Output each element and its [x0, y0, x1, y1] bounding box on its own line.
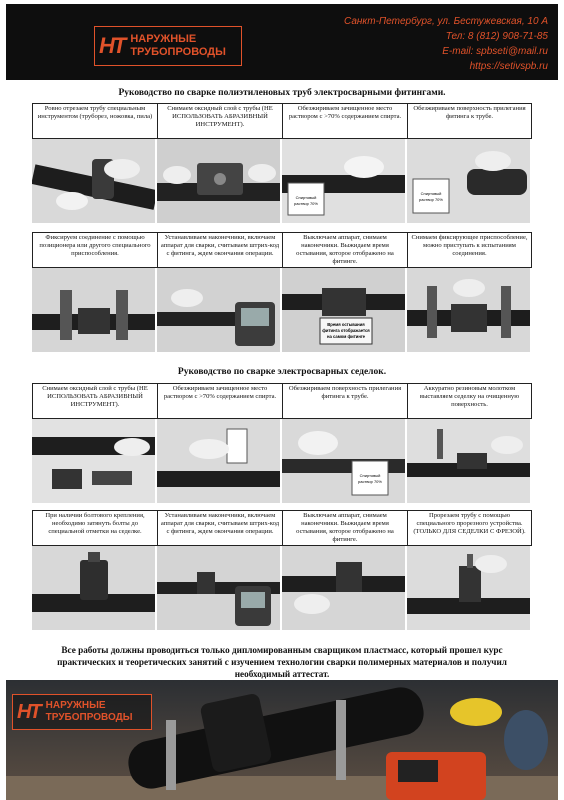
step-photo	[282, 419, 407, 503]
bottle-label: Спиртовый	[420, 191, 442, 196]
company-logo[interactable]	[94, 26, 242, 66]
step-caption: Прорезаем трубу с помощью специального прорезного устройства. (ТОЛЬКО ДЛЯ СЕДЕЛКИ С ФРЕЗОЙ).	[407, 510, 532, 546]
step-card	[32, 103, 157, 223]
step-card	[407, 103, 532, 223]
step-photo	[407, 139, 532, 223]
step-card	[407, 232, 532, 352]
step-row	[32, 232, 532, 352]
step-card	[407, 510, 532, 630]
logo-line-1: НАРУЖНЫЕ	[45, 700, 106, 711]
step-card	[157, 383, 282, 503]
step-card	[32, 510, 157, 630]
step-caption: Снимаем оксидный слой с трубы (НЕ ИСПОЛЬЗОВАТЬ АБРАЗИВНЫЙ ИНСТРУМЕНТ).	[32, 383, 157, 419]
step-row	[32, 510, 532, 630]
step-photo	[157, 139, 282, 223]
step-caption: Снимаем фиксирующее приспособление, можно приступать к испытаниям соединения.	[407, 232, 532, 268]
certification-note: Все работы должны проводиться только дипломированным сварщиком пластмасс, который прошел курс практических и теоретических занятий с изучением технологии сварки полимерных материалов и получил необходимый аттестат.	[57, 645, 507, 679]
step-card	[157, 103, 282, 223]
step-card	[282, 510, 407, 630]
step-card	[157, 510, 282, 630]
step-card	[32, 383, 157, 503]
step-photo	[157, 268, 282, 352]
email[interactable]: E-mail: spbseti@mail.ru	[442, 46, 548, 57]
section-title-fittings: Руководство по сварке полиэтиленовых труб электросварными фитингами.	[118, 88, 446, 98]
step-photo	[32, 139, 157, 223]
step-caption: Аккуратно резиновым молотком выставляем седелку на очищенную поверхность.	[407, 383, 532, 419]
bottle-label: Спиртовый	[295, 195, 317, 200]
website-link[interactable]: https://setivspb.ru	[469, 61, 548, 72]
bottle-label: раствор 70%	[419, 197, 443, 202]
step-row	[32, 383, 532, 503]
step-caption: Фиксируем соединение с помощью позиционера или другого специального приспособления.	[32, 232, 157, 268]
step-photo	[32, 546, 157, 630]
step-caption: Обезжириваем зачищенное место раствором с >70% содержанием спирта.	[157, 383, 282, 419]
step-caption: Выключаем аппарат, снимаем наконечники. Выжидаем время остывания, которое отображено на фитинге.	[282, 232, 407, 268]
step-card	[32, 232, 157, 352]
step-card	[282, 103, 407, 223]
step-photo	[282, 546, 407, 630]
step-photo	[157, 546, 282, 630]
banner-logo[interactable]	[12, 694, 152, 730]
bottle-label: раствор 70%	[294, 201, 318, 206]
step-photo	[32, 419, 157, 503]
step-caption: Устанавливаем наконечники, включаем аппарат для сварки, считываем штрих-код с фитинга, ждем окончания операции.	[157, 510, 282, 546]
step-caption: Обезжириваем поверхность прилегания фитинга к трубе.	[282, 383, 407, 419]
step-photo	[407, 268, 532, 352]
step-photo	[407, 419, 532, 503]
logo-line-2: ТРУБОПРОВОДЫ	[45, 712, 133, 723]
step-card	[282, 383, 407, 503]
step-card	[157, 232, 282, 352]
step-caption: Обезжириваем зачищенное место раствором с >70% содержанием спирта.	[282, 103, 407, 139]
contact-block	[344, 14, 548, 74]
step-caption: Устанавливаем наконечники, включаем аппарат для сварки, считываем штрих-код с фитинга, ждем окончания операции.	[157, 232, 282, 268]
address: Санкт-Петербург, ул. Бестужевская, 10 А	[344, 16, 548, 27]
step-row	[32, 103, 532, 223]
fitting-label: фитинга отображается	[322, 328, 370, 333]
step-photo	[282, 268, 407, 352]
step-card	[407, 383, 532, 503]
phone[interactable]: Тел: 8 (812) 908-71-85	[445, 31, 548, 42]
fitting-label: Время остывания	[327, 322, 365, 327]
step-caption: Обезжириваем поверхность прилегания фитинга к трубе.	[407, 103, 532, 139]
step-photo	[282, 139, 407, 223]
bottle-label: раствор 70%	[358, 479, 382, 484]
step-photo	[157, 419, 282, 503]
logo-line-1: НАРУЖНЫЕ	[130, 33, 197, 45]
logo-line-2: ТРУБОПРОВОДЫ	[130, 46, 226, 58]
section-title-saddles: Руководство по сварке электросварных седелок.	[177, 367, 387, 377]
step-caption: Ровно отрезаем трубу специальным инструментом (труборез, ножовка, пила)	[32, 103, 157, 139]
step-photo	[407, 546, 532, 630]
logo-mark: НТ	[17, 700, 40, 723]
logo-mark: НТ	[99, 33, 125, 58]
header-banner	[6, 4, 558, 80]
bottle-label: Спиртовый	[359, 473, 381, 478]
step-photo	[32, 268, 157, 352]
fitting-label: на самом фитинге	[326, 334, 366, 339]
step-caption: Выключаем аппарат, снимаем наконечники. Выжидаем время остывания, которое отображено на фитинге.	[282, 510, 407, 546]
bottom-banner	[6, 680, 558, 800]
step-card	[282, 232, 407, 352]
step-caption: Снимаем оксидный слой с трубы (НЕ ИСПОЛЬЗОВАТЬ АБРАЗИВНЫЙ ИНСТРУМЕНТ).	[157, 103, 282, 139]
step-caption: При наличии болтового крепления, необходимо затянуть болты до специальной отметки на седелке.	[32, 510, 157, 546]
